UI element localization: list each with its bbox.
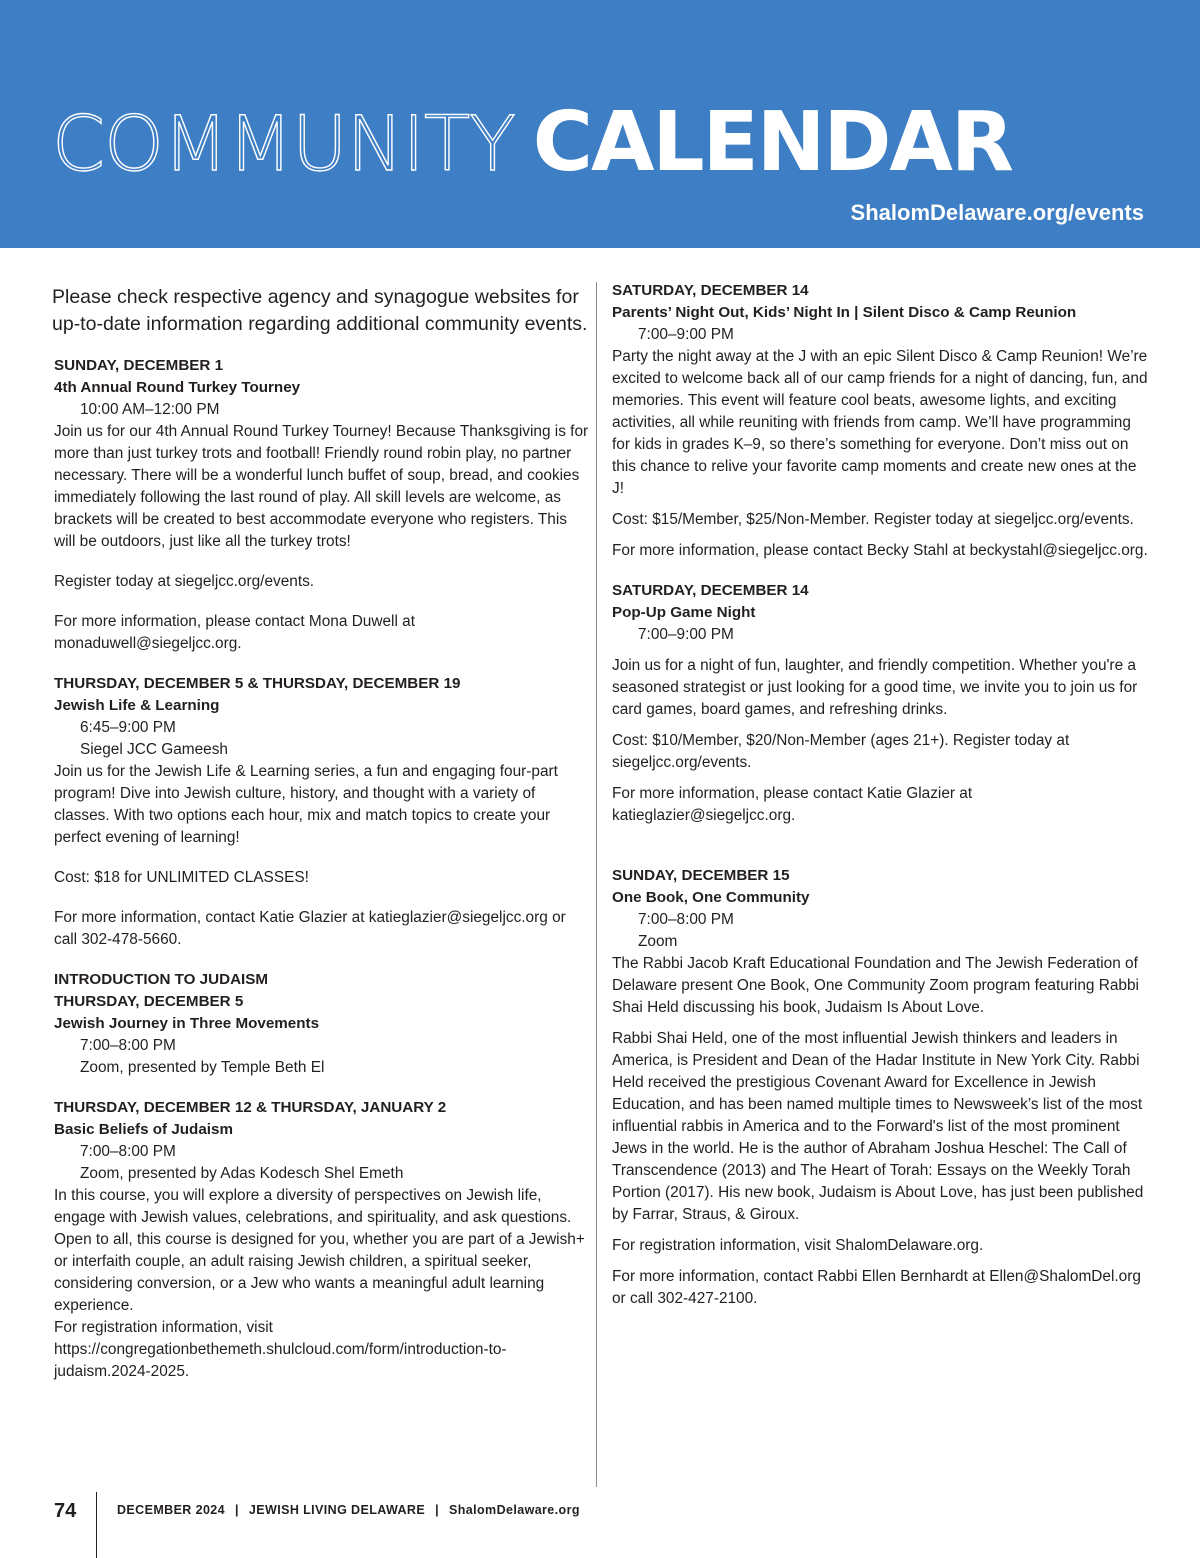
header-banner <box>0 0 1200 248</box>
footer-separator: | <box>235 1503 239 1517</box>
event-location: Siegel JCC Gameesh <box>80 741 228 758</box>
left-column <box>54 280 590 1401</box>
event-name: Pop-Up Game Night <box>612 604 756 621</box>
column-divider <box>596 282 597 1487</box>
event-contact: For more information, please contact Mona Duwell at monaduwell@siegeljcc.org. <box>54 613 415 652</box>
right-column <box>612 280 1152 1328</box>
event-jewish-journey <box>54 969 590 1079</box>
event-time: 7:00–8:00 PM <box>80 1143 176 1160</box>
footer-publication: JEWISH LIVING DELAWARE <box>248 1503 426 1517</box>
event-date: SUNDAY, DECEMBER 15 <box>612 867 790 884</box>
event-description: Join us for our 4th Annual Round Turkey Tourney! Because Thanksgiving is for more than just turkey trots and football! Friendly round robin play, no partner necessary. There will be a wonderful lunch buffet of soup, bread, and cookies immediately following the last round of play. All skill levels are welcome, as brackets will be created to best accommodate everyone who registers. This will be outdoors, just like all the turkey trots! <box>54 423 589 550</box>
event-description: The Rabbi Jacob Kraft Educational Foundation and The Jewish Federation of Delaware present One Book, One Community Zoom program featuring Rabbi Shai Held discussing his book, Judaism Is About Love. <box>612 955 1139 1016</box>
event-name: Parents’ Night Out, Kids’ Night In | Silent Disco & Camp Reunion <box>612 304 1077 321</box>
event-contact: For more information, contact Rabbi Ellen Bernhardt at Ellen@ShalomDel.org or call 302-427-2100. <box>612 1268 1141 1307</box>
event-basic-beliefs <box>54 1097 590 1383</box>
event-cost: Cost: $18 for UNLIMITED CLASSES! <box>54 869 309 886</box>
footer <box>117 1503 580 1517</box>
event-name: 4th Annual Round Turkey Tourney <box>54 379 301 396</box>
event-name: Basic Beliefs of Judaism <box>54 1121 233 1138</box>
event-contact: For more information, please contact Becky Stahl at beckystahl@siegeljcc.org. <box>612 542 1148 559</box>
page-title <box>52 88 1012 198</box>
event-description: Join us for a night of fun, laughter, and friendly competition. Whether you're a seasoned strategist or just looking for a good time, we invite you to join us for card games, board games, and refreshing drinks. <box>612 657 1138 718</box>
event-series: INTRODUCTION TO JUDAISM <box>54 971 269 988</box>
event-cost: Cost: $15/Member, $25/Non-Member. Register today at siegeljcc.org/events. <box>612 511 1134 528</box>
event-jewish-life-learning <box>54 673 590 951</box>
event-time: 7:00–8:00 PM <box>80 1037 176 1054</box>
event-one-book <box>612 865 1152 1310</box>
event-date: SUNDAY, DECEMBER 1 <box>54 357 224 374</box>
event-date: THURSDAY, DECEMBER 5 & THURSDAY, DECEMBER 19 <box>54 675 461 692</box>
footer-separator: | <box>435 1503 440 1517</box>
event-register: For registration information, visit ShalomDelaware.org. <box>612 1237 984 1254</box>
event-location: Zoom, presented by Temple Beth El <box>80 1059 325 1076</box>
event-contact: For more information, contact Katie Glazier at katieglazier@siegeljcc.org or call 302-478-5660. <box>54 909 566 948</box>
event-name: Jewish Journey in Three Movements <box>54 1015 320 1032</box>
event-name: Jewish Life & Learning <box>54 697 220 714</box>
page-number: 74 <box>54 1500 77 1522</box>
event-turkey-tourney <box>54 355 590 655</box>
event-description: Party the night away at the J with an epic Silent Disco & Camp Reunion! We’re excited to welcome back all of our camp friends for a night of dancing, fun, and memories. This event will feature cool beats, awesome lights, and exciting activities, all while reuniting with friends from camp. We’ll have programming for kids in grades K–9, so there’s something for everyone. Don’t miss out on this chance to relive your favorite camp moments and create new ones at the J! <box>612 348 1148 497</box>
title-community: COMMUNITY <box>52 99 515 188</box>
event-time: 7:00–9:00 PM <box>638 626 734 643</box>
title-calendar: CALENDAR <box>532 95 1012 190</box>
event-date: SATURDAY, DECEMBER 14 <box>612 282 809 299</box>
event-time: 10:00 AM–12:00 PM <box>80 401 220 418</box>
event-silent-disco <box>612 280 1152 562</box>
events-url[interactable]: ShalomDelaware.org/events <box>850 200 1144 225</box>
event-register: For registration information, visit https://congregationbethemeth.shulcloud.com/form/introduction-to-judaism.2024-2025. <box>54 1319 507 1380</box>
event-time: 7:00–8:00 PM <box>638 911 734 928</box>
footer-site[interactable]: ShalomDelaware.org <box>449 1503 580 1517</box>
event-description-2: Rabbi Shai Held, one of the most influential Jewish thinkers and leaders in America, is President and Dean of the Hadar Institute in New York City. Rabbi Held received the prestigious Covenant Award for Excellence in Jewish Education, and has been named multiple times to Newsweek’s list of the most influential rabbis in America and to the Forward's list of the most prominent Jews in the world. He is the author of Abraham Joshua Heschel: The Call of Transcendence (2013) and The Heart of Torah: Essays on the Weekly Torah Portion (2017). His new book, Judaism is About Love, has just been published by Farrar, Straus, & Giroux. <box>612 1030 1144 1223</box>
event-game-night <box>612 580 1152 827</box>
intro-text: Please check respective agency and synagogue websites for up-to-date information regarding additional community events. <box>52 286 588 335</box>
event-description-2: Open to all, this course is designed for you, whether you are part of a Jewish+ or interfaith couple, an adult raising Jewish children, a spiritual seeker, considering conversion, or a Jew who wants a meaningful adult learning experience. <box>54 1231 585 1314</box>
event-contact: For more information, please contact Katie Glazier at katieglazier@siegeljcc.org. <box>612 785 973 824</box>
event-date: THURSDAY, DECEMBER 5 <box>54 993 244 1010</box>
event-name: One Book, One Community <box>612 889 810 906</box>
event-date: SATURDAY, DECEMBER 14 <box>612 582 809 599</box>
footer-divider <box>96 1492 97 1558</box>
event-cost: Cost: $10/Member, $20/Non-Member (ages 21+). Register today at siegeljcc.org/events. <box>612 732 1070 771</box>
footer-issue: DECEMBER 2024 <box>117 1503 226 1517</box>
event-description: Join us for the Jewish Life & Learning series, a fun and engaging four-part program! Dive into Jewish culture, history, and thought with a variety of classes. With two options each hour, mix and match topics to create your perfect evening of learning! <box>54 763 558 846</box>
event-register: Register today at siegeljcc.org/events. <box>54 573 315 590</box>
event-location: Zoom <box>638 933 678 950</box>
event-date: THURSDAY, DECEMBER 12 & THURSDAY, JANUARY 2 <box>54 1099 447 1116</box>
event-description: In this course, you will explore a diversity of perspectives on Jewish life, engage with Jewish values, celebrations, and spirituality, and ask questions. <box>54 1187 572 1226</box>
event-time: 7:00–9:00 PM <box>638 326 734 343</box>
event-location: Zoom, presented by Adas Kodesch Shel Emeth <box>80 1165 404 1182</box>
event-time: 6:45–9:00 PM <box>80 719 176 736</box>
